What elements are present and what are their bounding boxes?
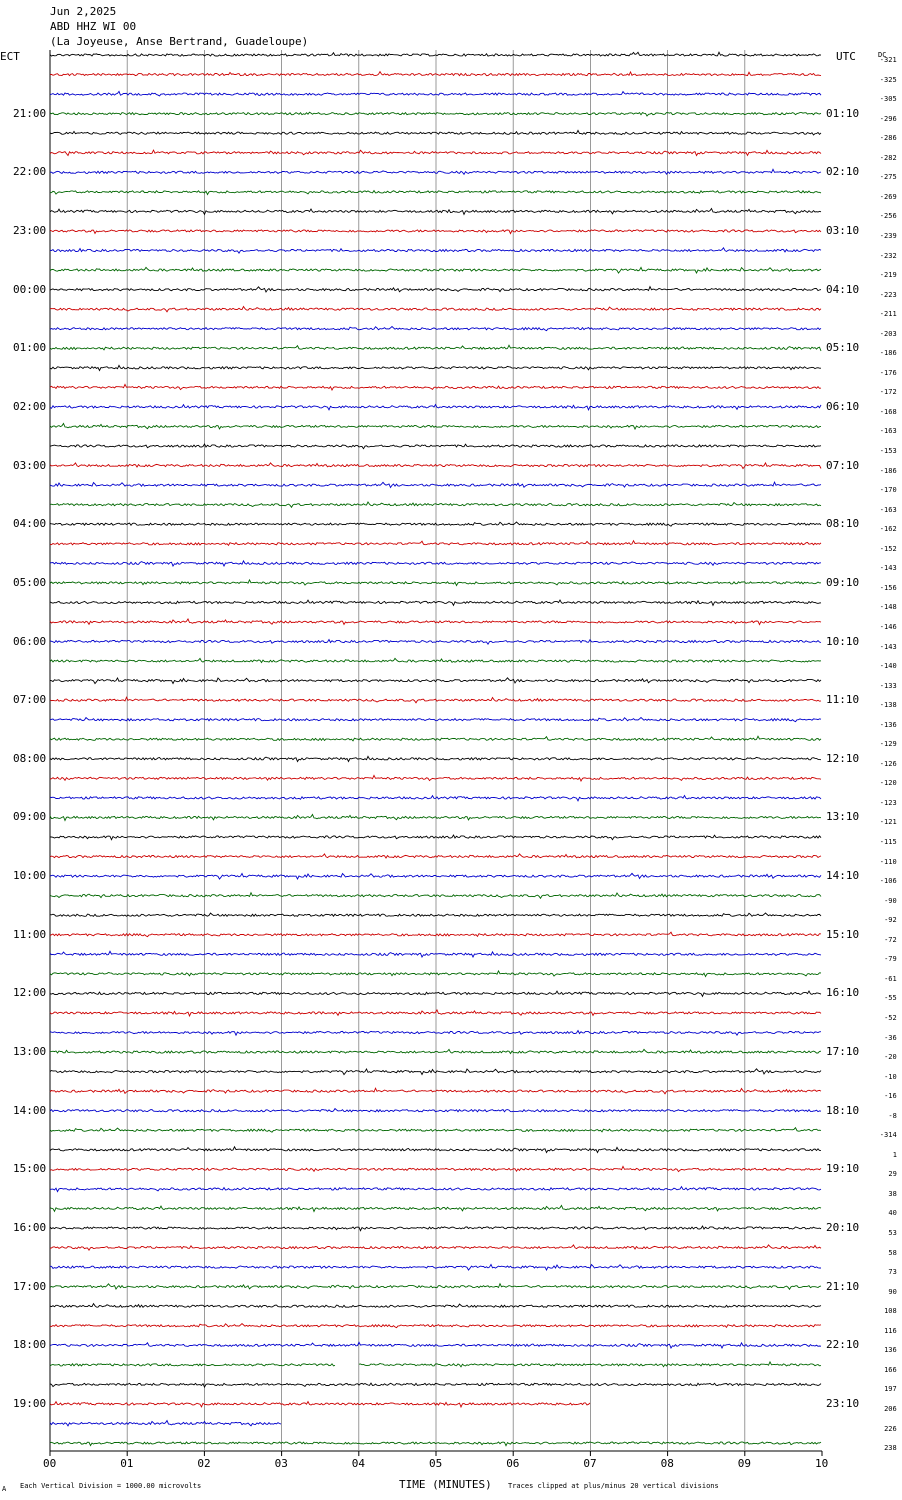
trace-offset-label: -129 [879, 740, 897, 749]
seismic-trace [50, 1166, 821, 1171]
x-tick-label: 00 [43, 1457, 57, 1471]
trace-offset-label: -126 [879, 759, 897, 768]
seismic-trace [50, 307, 821, 312]
trace-offset-label: -133 [879, 681, 897, 690]
left-hour-label: 04:00 [13, 517, 47, 531]
right-hour-label: 11:10 [826, 693, 860, 707]
station-location: (La Joyeuse, Anse Bertrand, Guadeloupe) [50, 35, 309, 48]
left-hour-label: 16:00 [13, 1221, 47, 1234]
trace-offset-label: -186 [879, 349, 897, 358]
right-hour-label: 07:10 [826, 458, 860, 472]
x-tick-label: 02 [197, 1457, 211, 1471]
left-hour-label: 03:00 [13, 458, 47, 472]
seismic-trace [50, 971, 821, 977]
corner-mark: A [2, 1485, 7, 1493]
seismic-trace [50, 345, 821, 351]
trace-offset-label: -123 [879, 798, 897, 807]
right-hour-label: 13:10 [826, 810, 860, 824]
trace-offset-label: 58 [888, 1248, 897, 1257]
trace-offset-label: -325 [879, 75, 897, 84]
trace-offset-label: -153 [879, 447, 897, 455]
seismic-trace [50, 1324, 821, 1328]
left-hour-label: 12:00 [13, 986, 47, 1000]
right-hour-label: 14:10 [826, 869, 860, 883]
trace-offset-label: -168 [879, 407, 897, 416]
right-hour-label: 10:10 [826, 634, 860, 648]
right-hour-label: 22:10 [826, 1338, 860, 1352]
right-hour-label: 04:10 [826, 282, 860, 296]
seismic-trace [50, 1010, 821, 1016]
seismic-trace [50, 796, 821, 801]
seismic-trace [50, 1442, 821, 1446]
trace-offset-label: 197 [884, 1385, 897, 1394]
right-hour-label: 08:10 [826, 517, 860, 531]
seismic-trace [50, 873, 821, 879]
seismic-trace [50, 1304, 821, 1308]
seismic-trace [50, 1109, 821, 1112]
trace-offset-label: -152 [879, 544, 897, 553]
left-hour-label: 19:00 [13, 1396, 47, 1410]
seismic-trace [50, 1049, 821, 1053]
x-tick-label: 10 [815, 1457, 829, 1471]
left-hour-label: 11:00 [13, 927, 47, 941]
seismic-trace [50, 1402, 590, 1407]
seismic-trace [50, 130, 821, 135]
trace-offset-label: -172 [879, 388, 897, 397]
x-tick-label: 07 [583, 1457, 597, 1471]
left-hour-label: 08:00 [13, 751, 47, 765]
seismic-trace [50, 736, 821, 741]
left-hour-label: 07:00 [13, 693, 47, 707]
seismic-trace [50, 1187, 821, 1192]
left-hour-label: 15:00 [13, 1162, 47, 1176]
left-hour-label: 23:00 [13, 223, 47, 237]
trace-offset-label: -90 [884, 896, 897, 905]
seismic-trace [50, 1342, 821, 1348]
trace-offset-label: -20 [884, 1053, 897, 1062]
trace-offset-label: -321 [879, 56, 897, 64]
trace-offset-label: 40 [888, 1209, 897, 1218]
seismic-trace [50, 775, 821, 781]
seismic-trace [50, 112, 821, 116]
left-hour-label: 18:00 [13, 1338, 47, 1352]
left-hour-label: 13:00 [13, 1045, 47, 1059]
right-hour-label: 02:10 [826, 165, 860, 179]
seismic-trace [50, 169, 821, 174]
seismic-trace [50, 287, 821, 292]
trace-offset-label: -148 [879, 603, 897, 612]
seismic-trace [50, 1284, 821, 1290]
trace-offset-label: -121 [879, 818, 897, 827]
trace-offset-label: -92 [884, 916, 897, 925]
seismic-trace [50, 191, 821, 195]
trace-offset-label: 226 [884, 1424, 897, 1433]
trace-offset-label: 116 [884, 1326, 897, 1335]
right-hour-label: 12:10 [826, 751, 860, 765]
trace-offset-label: -136 [879, 720, 897, 729]
trace-offset-label: -286 [879, 134, 897, 143]
trace-offset-label: -106 [879, 877, 897, 886]
seismic-trace [50, 1362, 821, 1367]
seismic-trace [50, 854, 821, 858]
trace-offset-label: -120 [879, 779, 897, 788]
trace-offset-label: 108 [884, 1307, 897, 1316]
seismic-trace [50, 1088, 821, 1094]
x-tick-label: 03 [274, 1457, 288, 1471]
x-tick-label: 05 [429, 1457, 443, 1471]
seismic-trace [50, 1421, 281, 1426]
seismic-trace [50, 951, 821, 957]
seismic-trace [50, 1226, 821, 1231]
station-name: ABD HHZ WI 00 [50, 20, 137, 33]
clip-note: Traces clipped at plus/minus 20 vertical divisions [508, 1482, 719, 1490]
seismic-trace [50, 697, 821, 703]
seismic-trace [50, 327, 821, 331]
trace-offset-label: -146 [879, 622, 897, 631]
seismic-trace [50, 756, 821, 761]
seismic-trace [50, 384, 821, 390]
left-hour-label: 06:00 [13, 634, 47, 648]
trace-offset-label: -163 [879, 505, 897, 514]
seismic-trace [50, 365, 821, 370]
right-hour-label: 05:10 [826, 341, 860, 355]
trace-offset-label: 29 [888, 1170, 897, 1179]
seismic-trace [50, 1245, 821, 1250]
left-hour-label: 21:00 [13, 106, 47, 120]
trace-offset-label: -156 [879, 583, 897, 592]
seismic-trace [50, 1206, 821, 1212]
right-hour-label: 09:10 [826, 575, 860, 589]
trace-offset-label: -163 [879, 427, 897, 436]
seismic-trace [50, 502, 821, 507]
seismic-trace [50, 1128, 821, 1133]
left-hour-label: 17:00 [13, 1279, 47, 1293]
trace-offset-label: -170 [879, 486, 897, 495]
seismic-trace [50, 619, 821, 625]
seismic-trace [50, 658, 821, 662]
right-hour-label: 17:10 [826, 1045, 860, 1059]
left-hour-label: 22:00 [13, 165, 47, 179]
trace-offset-label: -52 [884, 1013, 897, 1022]
right-hour-label: 18:10 [826, 1103, 860, 1117]
trace-offset-label: -275 [879, 173, 897, 182]
trace-offset-label: 206 [884, 1404, 897, 1413]
x-tick-label: 08 [660, 1457, 674, 1471]
trace-offset-label: -256 [879, 212, 897, 221]
right-hour-label: 06:10 [826, 399, 860, 413]
trace-offset-label: -143 [879, 642, 897, 651]
trace-offset-label: 166 [884, 1365, 897, 1374]
seismic-trace [50, 444, 821, 449]
trace-offset-label: -203 [879, 329, 897, 338]
seismic-trace [50, 267, 821, 273]
trace-offset-label: -110 [879, 857, 897, 866]
chart-date: Jun 2,2025 [50, 5, 117, 18]
trace-offset-label: -176 [879, 368, 897, 377]
right-hour-label: 23:10 [826, 1396, 860, 1410]
seismic-trace [50, 893, 821, 899]
x-axis-label: TIME (MINUTES) [399, 1478, 492, 1491]
seismic-trace [50, 678, 821, 684]
seismic-trace [50, 913, 821, 916]
trace-offset-label: -269 [879, 192, 897, 201]
right-hour-label: 01:10 [826, 106, 860, 120]
seismic-trace [50, 463, 821, 469]
seismic-trace [50, 1069, 821, 1075]
seismic-trace [50, 600, 821, 605]
left-timezone-label: ECT [0, 50, 20, 63]
left-hour-label: 01:00 [13, 341, 47, 355]
seismic-trace [50, 91, 821, 96]
trace-offset-label: -211 [879, 310, 897, 319]
trace-offset-label: -79 [884, 955, 897, 964]
trace-offset-label: -72 [884, 935, 897, 944]
x-tick-label: 06 [506, 1457, 520, 1471]
trace-offset-label: -16 [884, 1092, 897, 1101]
trace-offset-label: -143 [879, 564, 897, 573]
trace-offset-label: -140 [879, 662, 897, 671]
trace-offset-label: -239 [879, 231, 897, 240]
right-hour-label: 19:10 [826, 1162, 860, 1176]
trace-offset-label: -296 [879, 114, 897, 123]
trace-offset-label: -186 [879, 466, 897, 475]
seismic-trace [50, 1031, 821, 1036]
seismic-trace [50, 230, 821, 234]
trace-offset-label: 136 [884, 1346, 897, 1355]
trace-offset-label: -314 [879, 1131, 897, 1140]
trace-offset-label: -219 [879, 271, 897, 280]
x-tick-label: 09 [737, 1457, 752, 1471]
left-hour-label: 05:00 [13, 575, 47, 589]
right-hour-label: 15:10 [826, 927, 860, 941]
x-tick-label: 01 [120, 1457, 134, 1471]
left-hour-label: 14:00 [13, 1103, 47, 1117]
right-hour-label: 16:10 [826, 986, 860, 1000]
seismic-trace [50, 522, 821, 526]
left-hour-label: 09:00 [13, 810, 47, 824]
trace-offset-label: -55 [884, 994, 897, 1003]
seismic-trace [50, 580, 821, 586]
right-hour-label: 21:10 [826, 1279, 860, 1293]
trace-offset-label: 73 [888, 1268, 897, 1277]
seismic-trace [50, 541, 821, 546]
trace-offset-label: -162 [879, 525, 897, 534]
left-hour-label: 00:00 [13, 282, 47, 296]
trace-offset-label: -232 [879, 251, 897, 260]
seismic-trace [50, 72, 821, 76]
trace-offset-label: -282 [879, 153, 897, 162]
x-tick-label: 04 [351, 1457, 366, 1471]
seismic-trace [50, 835, 821, 840]
trace-offset-label: -115 [879, 838, 897, 846]
trace-offset-label: 238 [884, 1444, 897, 1453]
scale-note: Each Vertical Division = 1000.00 microvolts [20, 1482, 202, 1490]
trace-offset-label: -10 [884, 1072, 897, 1081]
right-timezone-label: UTC [836, 50, 856, 63]
right-edge-label: DC [878, 51, 887, 59]
trace-offset-label: -138 [879, 701, 897, 710]
left-hour-label: 02:00 [13, 399, 47, 413]
trace-offset-label: -36 [884, 1033, 897, 1042]
seismic-trace [50, 1147, 821, 1153]
trace-offset-label: -305 [879, 95, 897, 104]
seismic-trace [50, 640, 821, 645]
seismic-trace [50, 482, 821, 487]
seismic-trace [50, 1383, 821, 1387]
seismic-trace [50, 424, 821, 430]
seismic-trace [50, 815, 821, 821]
trace-offset-label: -61 [884, 974, 897, 983]
seismic-trace [50, 718, 821, 722]
seismic-trace [50, 561, 821, 566]
seismic-trace [50, 150, 821, 155]
trace-offset-label: 38 [888, 1189, 897, 1198]
seismic-trace [50, 52, 821, 56]
left-hour-label: 10:00 [13, 869, 47, 883]
seismic-trace [50, 991, 821, 996]
trace-offset-label: -8 [888, 1111, 897, 1120]
seismic-trace [50, 932, 821, 937]
trace-offset-label: 90 [888, 1287, 897, 1296]
seismic-trace [50, 248, 821, 253]
seismic-trace [50, 405, 821, 410]
right-hour-label: 03:10 [826, 223, 860, 237]
trace-offset-label: 1 [892, 1150, 897, 1159]
trace-offset-label: 53 [888, 1229, 897, 1237]
seismic-trace [50, 209, 821, 215]
trace-offset-label: -223 [879, 290, 897, 299]
right-hour-label: 20:10 [826, 1221, 860, 1234]
seismic-trace [50, 1265, 821, 1271]
